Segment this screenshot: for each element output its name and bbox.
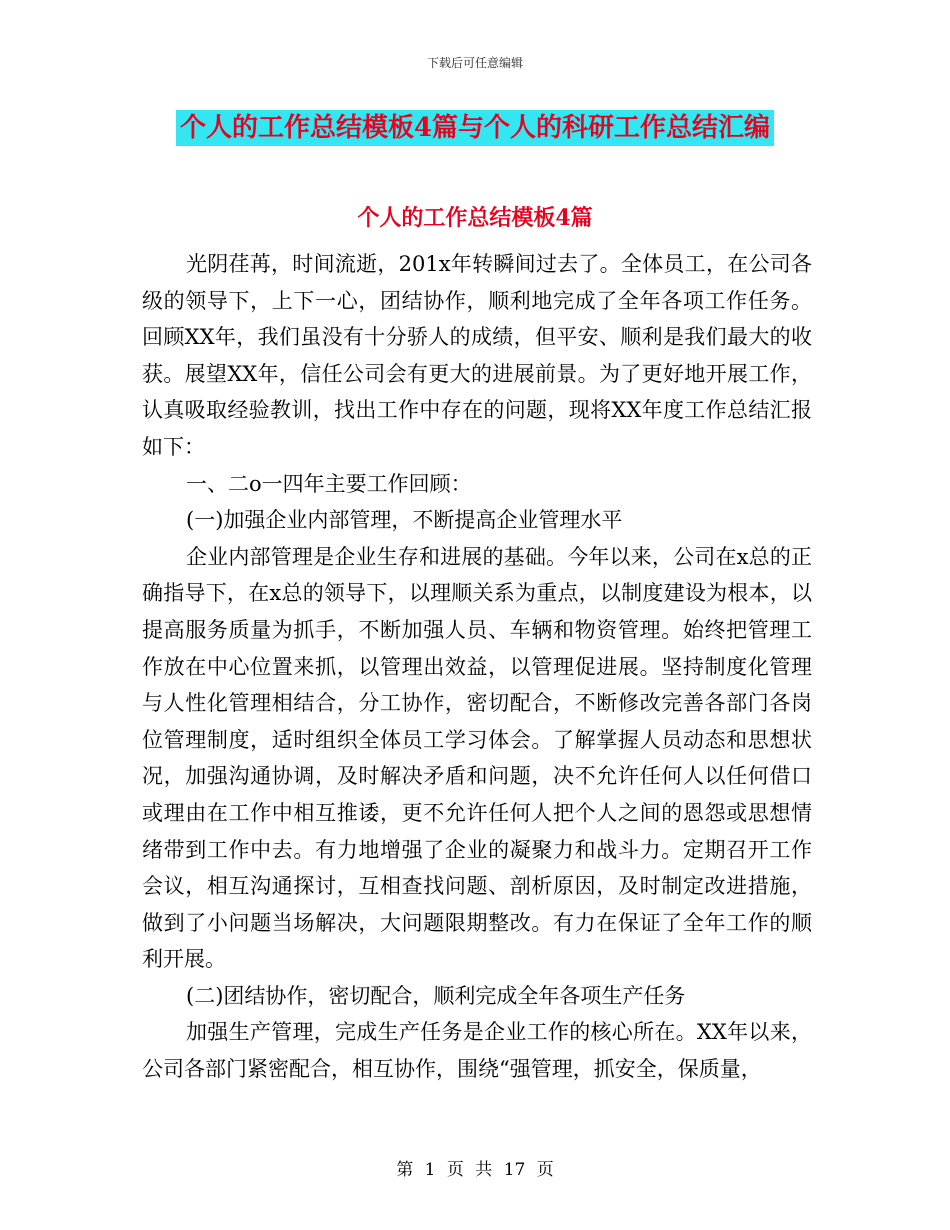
paragraph-internal-management: 企业内部管理是企业生存和进展的基础。今年以来，公司在x总的正确指导下，在x总的领导下，以理顺关系为重点，以制度建设为根本，以提高服务质量为抓手，不断加强人员、车辆和物资管理。始终把管理工作放在中心位置来抓，以管理出效益，以管理促进展。坚持制度化管理与人性化管理相结合，分工协作，密切配合，不断修改完善各部门各岗位管理制度，适时组织全体员工学习体会。了解掌握人员动态和思想状况，加强沟通协调，及时解决矛盾和问题，决不允许任何人以任何借口或理由在工作中相互推诿，更不允许任何人把个人之间的恩怨或思想情绪带到工作中去。有力地增强了企业的凝聚力和战斗力。定期召开工作会议，相互沟通探讨，互相查找问题、剖析原因，及时制定改进措施，做到了小问题当场解决，大问题限期整改。有力在保证了全年工作的顺利开展。 — [142, 544, 812, 972]
document-body — [142, 246, 812, 1088]
heading-internal-management: (一)加强企业内部管理，不断提高企业管理水平 — [186, 508, 623, 533]
main-title: 个人的工作总结模板4篇与个人的科研工作总结汇编 — [176, 110, 774, 146]
paragraph-intro: 光阴荏苒，时间流逝，201x年转瞬间过去了。全体员工，在公司各级的领导下，上下一心，团结协作，顺利地完成了全年各项工作任务。回顾XX年，我们虽没有十分骄人的成绩，但平安、顺利是我们最大的收获。展望XX年，信任公司会有更大的进展前景。为了更好地开展工作，认真吸取经验教训，找出工作中存在的问题，现将XX年度工作总结汇报如下： — [142, 252, 812, 459]
heading-work-review: 一、二o一四年主要工作回顾： — [186, 471, 472, 496]
paragraph-production: 加强生产管理，完成生产任务是企业工作的核心所在。XX年以来，公司各部门紧密配合，相互协作，围绕“强管理，抓安全，保质量， — [142, 1020, 812, 1082]
header-note: 下载后可任意编辑 — [426, 56, 523, 70]
page-footer: 第 1 页 共 17 页 — [396, 1160, 554, 1180]
heading-teamwork: (二)团结协作，密切配合，顺利完成全年各项生产任务 — [186, 983, 686, 1008]
section-title: 个人的工作总结模板4篇 — [357, 205, 593, 231]
main-title-container — [0, 110, 950, 146]
